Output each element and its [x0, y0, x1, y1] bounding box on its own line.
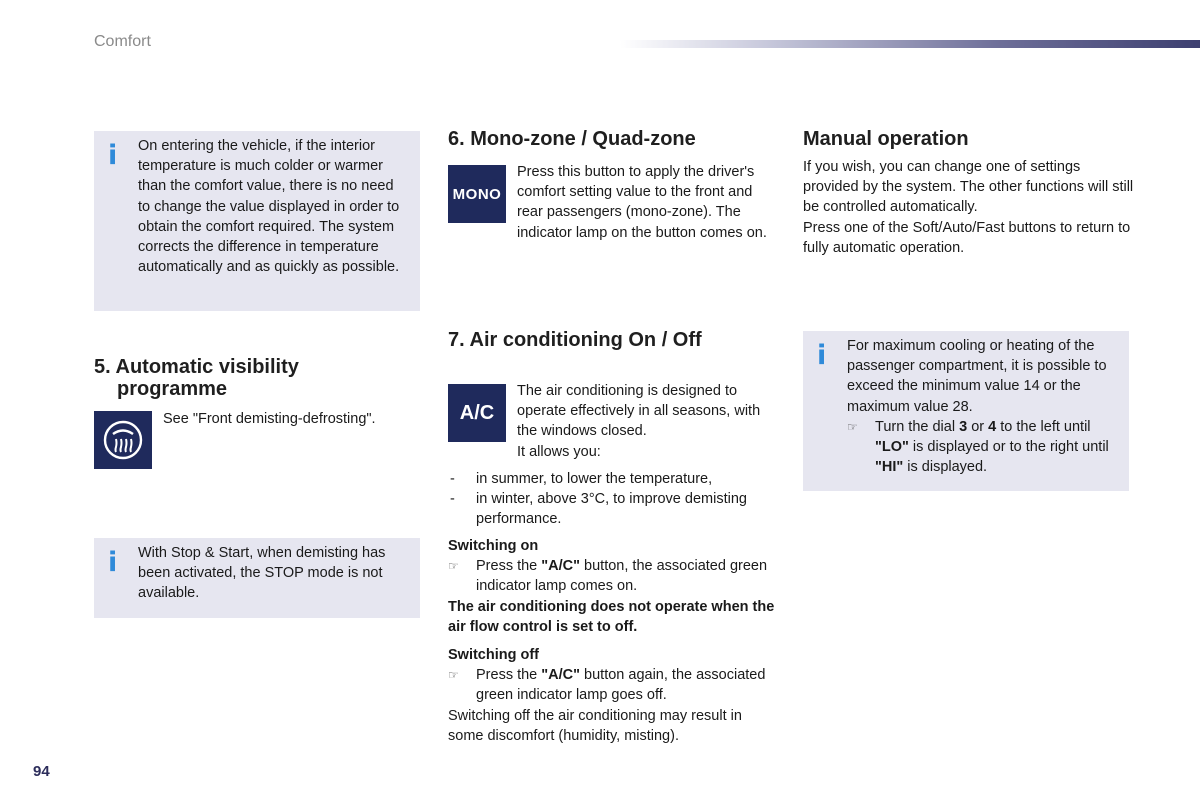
ac-allows-text: It allows you:	[517, 443, 601, 460]
mono-button-icon: MONO	[448, 165, 506, 223]
manual-text-1: If you wish, you can change one of settings provided by the system. The other functions will still be controlled automatically.	[803, 159, 1134, 216]
dial-step: ☞ Turn the dial 3 or 4 to the left until "LO" is displayed or to the right until "HI" is displayed.	[847, 418, 1109, 476]
info-icon: i	[108, 547, 118, 578]
info-box-stop-start	[94, 538, 420, 618]
info-box-max-values	[803, 331, 1129, 491]
pointer-icon: ☞	[448, 668, 459, 683]
switching-off-note: Switching off the air conditioning may result in some discomfort (humidity, misting).	[448, 707, 742, 744]
list-item: - in summer, to lower the temperature,	[450, 471, 713, 487]
pointer-icon: ☞	[847, 419, 858, 434]
heading-line-1: 5. Automatic visibility	[94, 356, 299, 378]
ac-description	[517, 381, 767, 462]
demist-button-icon	[94, 411, 152, 469]
header-gradient-bar	[620, 40, 1200, 48]
section-title: Comfort	[94, 33, 151, 50]
ac-design-text: The air conditioning is designed to operate effectively in all seasons, with the windows closed.	[517, 383, 761, 440]
switching-off-title: Switching off	[448, 647, 540, 663]
switching-on-title: Switching on	[448, 538, 539, 554]
heading-mono-quad: 6. Mono-zone / Quad-zone	[448, 128, 696, 150]
info-text-comfort: On entering the vehicle, if the interior temperature is much colder or warmer than the comfort value, there is no need to change the value displayed in order to obtain the comfort required. The system corrects the difference in temperature automatically and as quickly as possible.	[138, 138, 400, 276]
info-icon: i	[108, 140, 118, 171]
ac-uses-list	[448, 469, 778, 530]
info-box-comfort	[94, 131, 420, 311]
heading-manual-operation: Manual operation	[803, 128, 969, 150]
see-front-demisting: See "Front demisting-defrosting".	[163, 411, 376, 427]
switching-off-step: ☞ Press the "A/C" button again, the associated green indicator lamp goes off.	[448, 667, 766, 704]
pointer-icon: ☞	[448, 559, 459, 574]
mono-description: Press this button to apply the driver's comfort setting value to the front and rear passengers (mono-zone). The indicator lamp on the button comes on.	[517, 164, 767, 241]
info-icon: i	[817, 340, 827, 371]
switching-on-step: ☞ Press the "A/C" button, the associated green indicator lamp comes on.	[448, 558, 768, 595]
switching-on-section	[448, 536, 778, 637]
info-text-stop-start: With Stop & Start, when demisting has been activated, the STOP mode is not available.	[138, 545, 386, 602]
heading-automatic-visibility	[94, 356, 414, 400]
heading-line-2: programme	[117, 378, 228, 400]
list-item: - in winter, above 3°C, to improve demisting performance.	[450, 491, 747, 528]
manual-operation-text	[803, 157, 1138, 258]
manual-text-2: Press one of the Soft/Auto/Fast buttons to return to fully automatic operation.	[803, 219, 1131, 256]
page-number: 94	[33, 763, 50, 780]
ac-button-icon: A/C	[448, 384, 506, 442]
info-max-text: For maximum cooling or heating of the passenger compartment, it is possible to exceed the minimum value 14 or the maximum value 28.	[847, 338, 1107, 415]
switching-off-section	[448, 645, 778, 746]
ac-warning: The air conditioning does not operate when the air flow control is set to off.	[448, 598, 775, 635]
heading-air-conditioning: 7. Air conditioning On / Off	[448, 329, 702, 351]
rear-demist-icon	[100, 417, 146, 463]
info-text-max-values	[847, 336, 1115, 477]
